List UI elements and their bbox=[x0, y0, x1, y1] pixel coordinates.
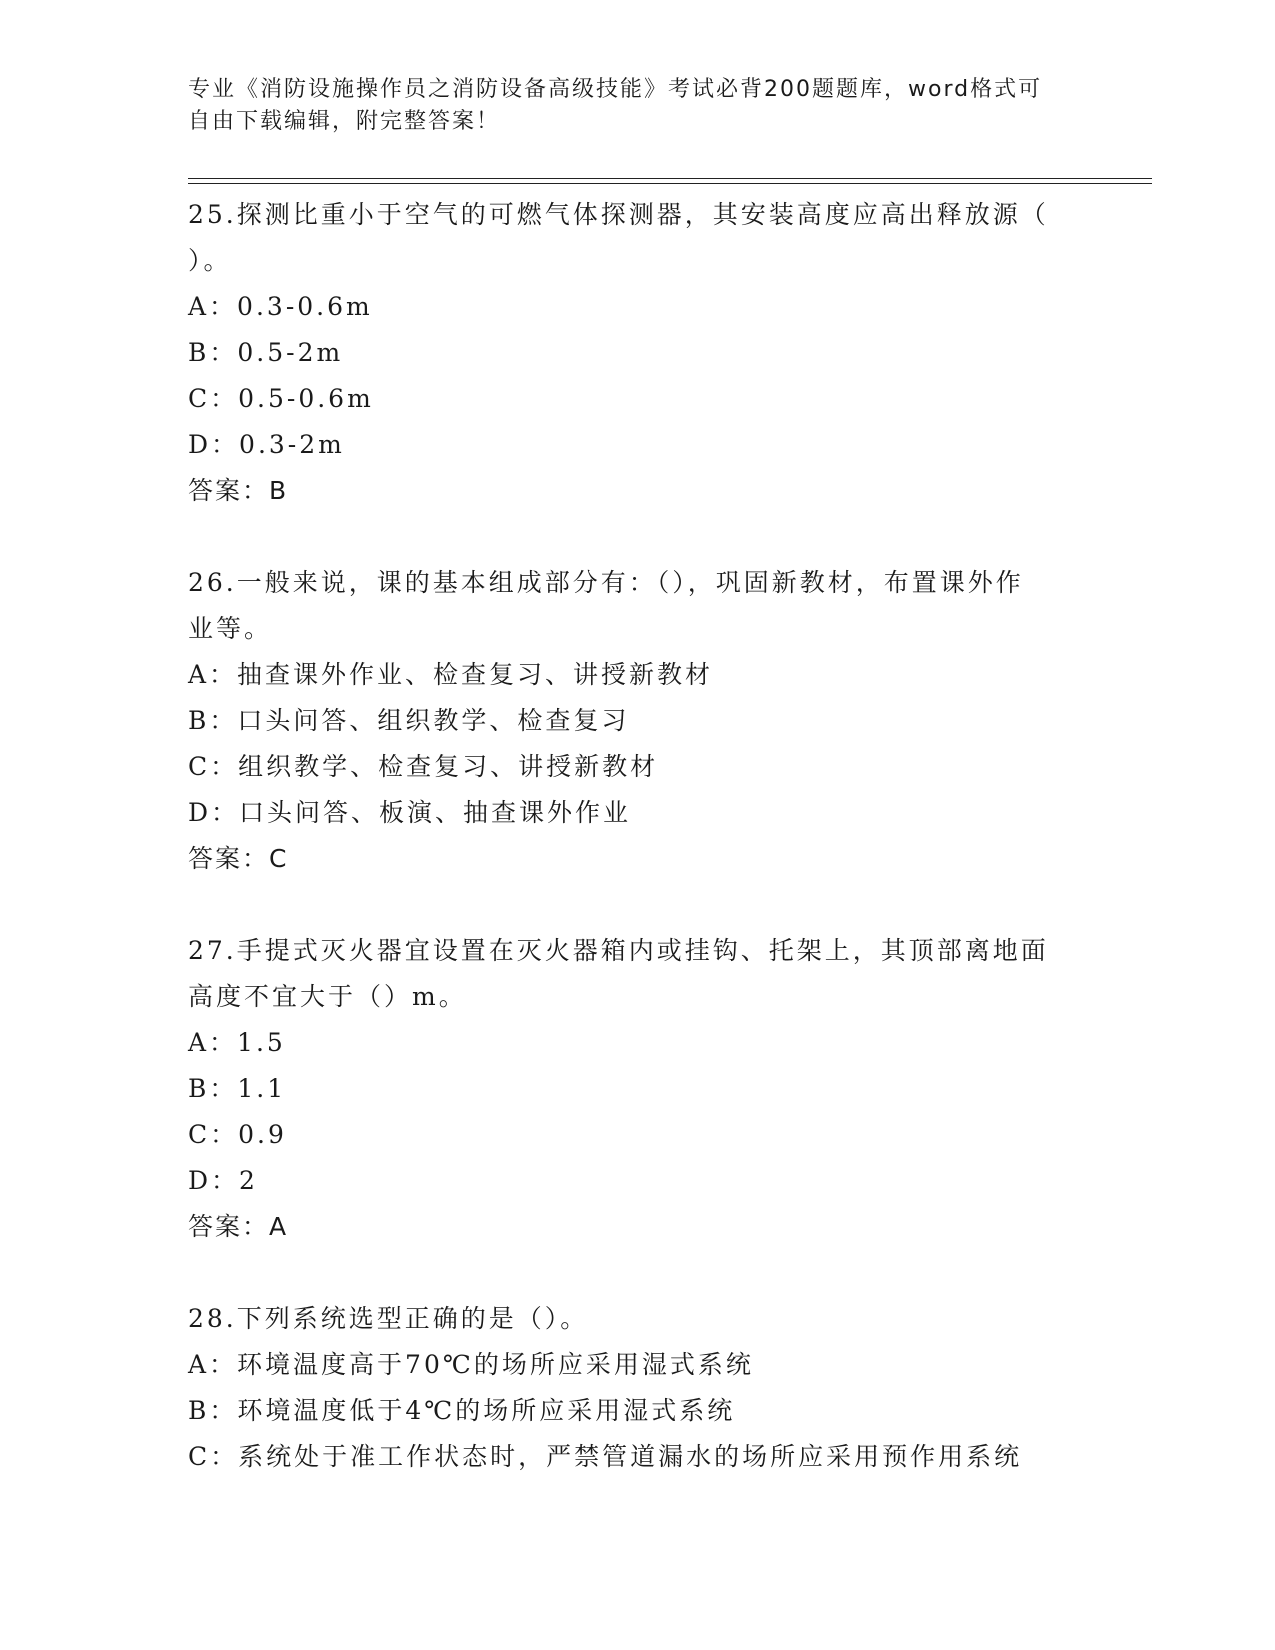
header-line-2: 自由下载编辑，附完整答案！ bbox=[188, 109, 501, 134]
question-block bbox=[188, 560, 1088, 882]
answer-option: C：系统处于准工作状态时，严禁管道漏水的场所应采用预作用系统 bbox=[188, 1442, 1023, 1471]
answer-option: A：0.3-0.6m bbox=[188, 292, 373, 321]
document-header bbox=[188, 74, 1088, 138]
answer-key: 答案：C bbox=[188, 844, 289, 873]
question-block bbox=[188, 192, 1088, 514]
question-block bbox=[188, 928, 1088, 1250]
answer-key: 答案：B bbox=[188, 476, 289, 505]
answer-option: B：0.5-2m bbox=[188, 338, 344, 367]
answer-option: D：2 bbox=[188, 1166, 258, 1195]
answer-option: D：口头问答、板演、抽查课外作业 bbox=[188, 798, 632, 827]
answer-option: C：0.5-0.6m bbox=[188, 384, 374, 413]
answer-option: A：抽查课外作业、检查复习、讲授新教材 bbox=[188, 660, 714, 689]
question-text-line: 高度不宜大于（）m。 bbox=[188, 982, 467, 1011]
answer-option: A：1.5 bbox=[188, 1028, 286, 1057]
answer-option: C：组织教学、检查复习、讲授新教材 bbox=[188, 752, 659, 781]
header-divider-top bbox=[188, 178, 1152, 179]
question-text-line: 25.探测比重小于空气的可燃气体探测器，其安装高度应高出释放源（ bbox=[188, 200, 1049, 229]
question-text-line: 26.一般来说，课的基本组成部分有：（），巩固新教材，布置课外作 bbox=[188, 568, 1024, 597]
question-text-line: 27.手提式灭火器宜设置在灭火器箱内或挂钩、托架上，其顶部离地面 bbox=[188, 936, 1049, 965]
answer-option: A：环境温度高于70℃的场所应采用湿式系统 bbox=[188, 1350, 754, 1379]
header-line-1: 专业《消防设施操作员之消防设备高级技能》考试必背200题题库，word格式可 bbox=[188, 77, 1043, 102]
answer-key: 答案：A bbox=[188, 1212, 289, 1241]
question-list bbox=[188, 192, 1088, 1526]
question-text-line: ）。 bbox=[188, 246, 232, 275]
question-block bbox=[188, 1296, 1088, 1480]
answer-option: B：环境温度低于4℃的场所应采用湿式系统 bbox=[188, 1396, 736, 1425]
header-divider-bottom bbox=[188, 183, 1152, 184]
answer-option: C：0.9 bbox=[188, 1120, 287, 1149]
answer-option: B：口头问答、组织教学、检查复习 bbox=[188, 706, 630, 735]
question-text-line: 业等。 bbox=[188, 614, 273, 643]
answer-option: D：0.3-2m bbox=[188, 430, 345, 459]
question-text-line: 28.下列系统选型正确的是（）。 bbox=[188, 1304, 589, 1333]
answer-option: B：1.1 bbox=[188, 1074, 287, 1103]
